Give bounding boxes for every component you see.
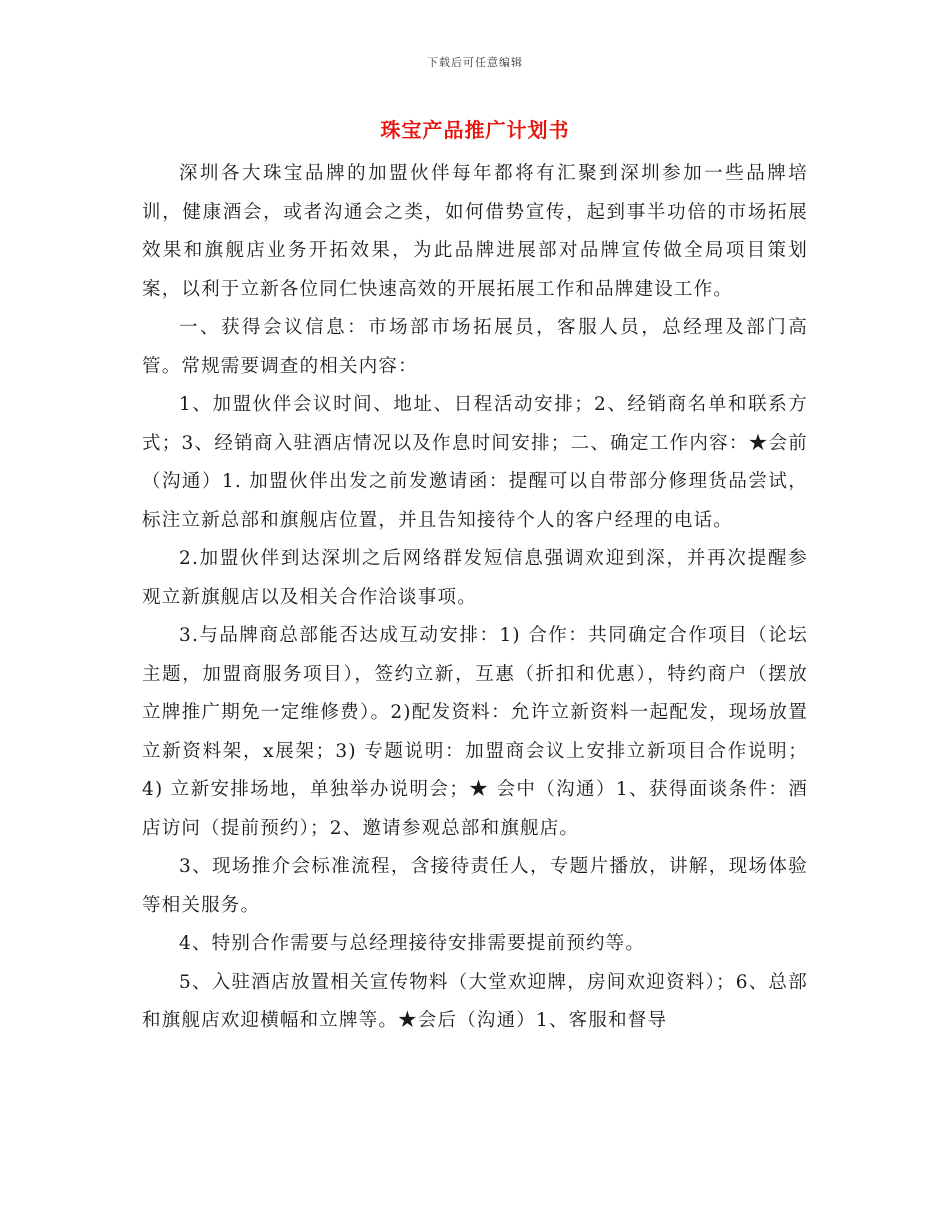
document-body bbox=[142, 155, 808, 1041]
paragraph-item-3: 3.与品牌商总部能否达成互动安排：1) 合作：共同确定合作项目（论坛主题，加盟商服务项目），签约立新，互惠（折扣和优惠），特约商户（摆放立牌推广期免一定维修费）。2)配发资料：允许立新资料一起配发，现场放置立新资料架，x展架；3) 专题说明：加盟商会议上安排立新项目合作说明；4) 立新安排场地，单独举办说明会；★ 会中（沟通）1、获得面谈条件：酒店访问（提前预约）；2、邀请参观总部和旗舰店。 bbox=[142, 625, 808, 839]
document-title: 珠宝产品推广计划书 bbox=[380, 118, 570, 142]
page-header-note: 下载后可任意编辑 bbox=[427, 56, 523, 69]
paragraph-item-2: 2.加盟伙伴到达深圳之后网络群发短信息强调欢迎到深，并再次提醒参观立新旗舰店以及相关合作洽谈事项。 bbox=[142, 548, 808, 608]
paragraph-item-1: 1、加盟伙伴会议时间、地址、日程活动安排；2、经销商名单和联系方式；3、经销商入驻酒店情况以及作息时间安排；二、确定工作内容：★会前（沟通）1. 加盟伙伴出发之前发邀请函：提醒可以自带部分修理货品尝试，标注立新总部和旗舰店位置，并且告知接待个人的客户经理的电话。 bbox=[142, 394, 808, 531]
paragraph-section-1: 一、获得会议信息：市场部市场拓展员，客服人员，总经理及部门高管。常规需要调查的相关内容： bbox=[142, 317, 808, 377]
paragraph-intro: 深圳各大珠宝品牌的加盟伙伴每年都将有汇聚到深圳参加一些品牌培训，健康酒会，或者沟通会之类，如何借势宣传，起到事半功倍的市场拓展效果和旗舰店业务开拓效果，为此品牌进展部对品牌宣传做全局项目策划案，以利于立新各位同仁快速高效的开展拓展工作和品牌建设工作。 bbox=[142, 163, 808, 300]
paragraph-item-3b: 3、现场推介会标准流程，含接待责任人，专题片播放，讲解，现场体验等相关服务。 bbox=[142, 856, 808, 916]
paragraph-item-4: 4、特别合作需要与总经理接待安排需要提前预约等。 bbox=[179, 933, 646, 954]
paragraph-item-5: 5、入驻酒店放置相关宣传物料（大堂欢迎牌，房间欢迎资料）；6、总部和旗舰店欢迎横幅和立牌等。★会后（沟通）1、客服和督导 bbox=[142, 971, 808, 1031]
